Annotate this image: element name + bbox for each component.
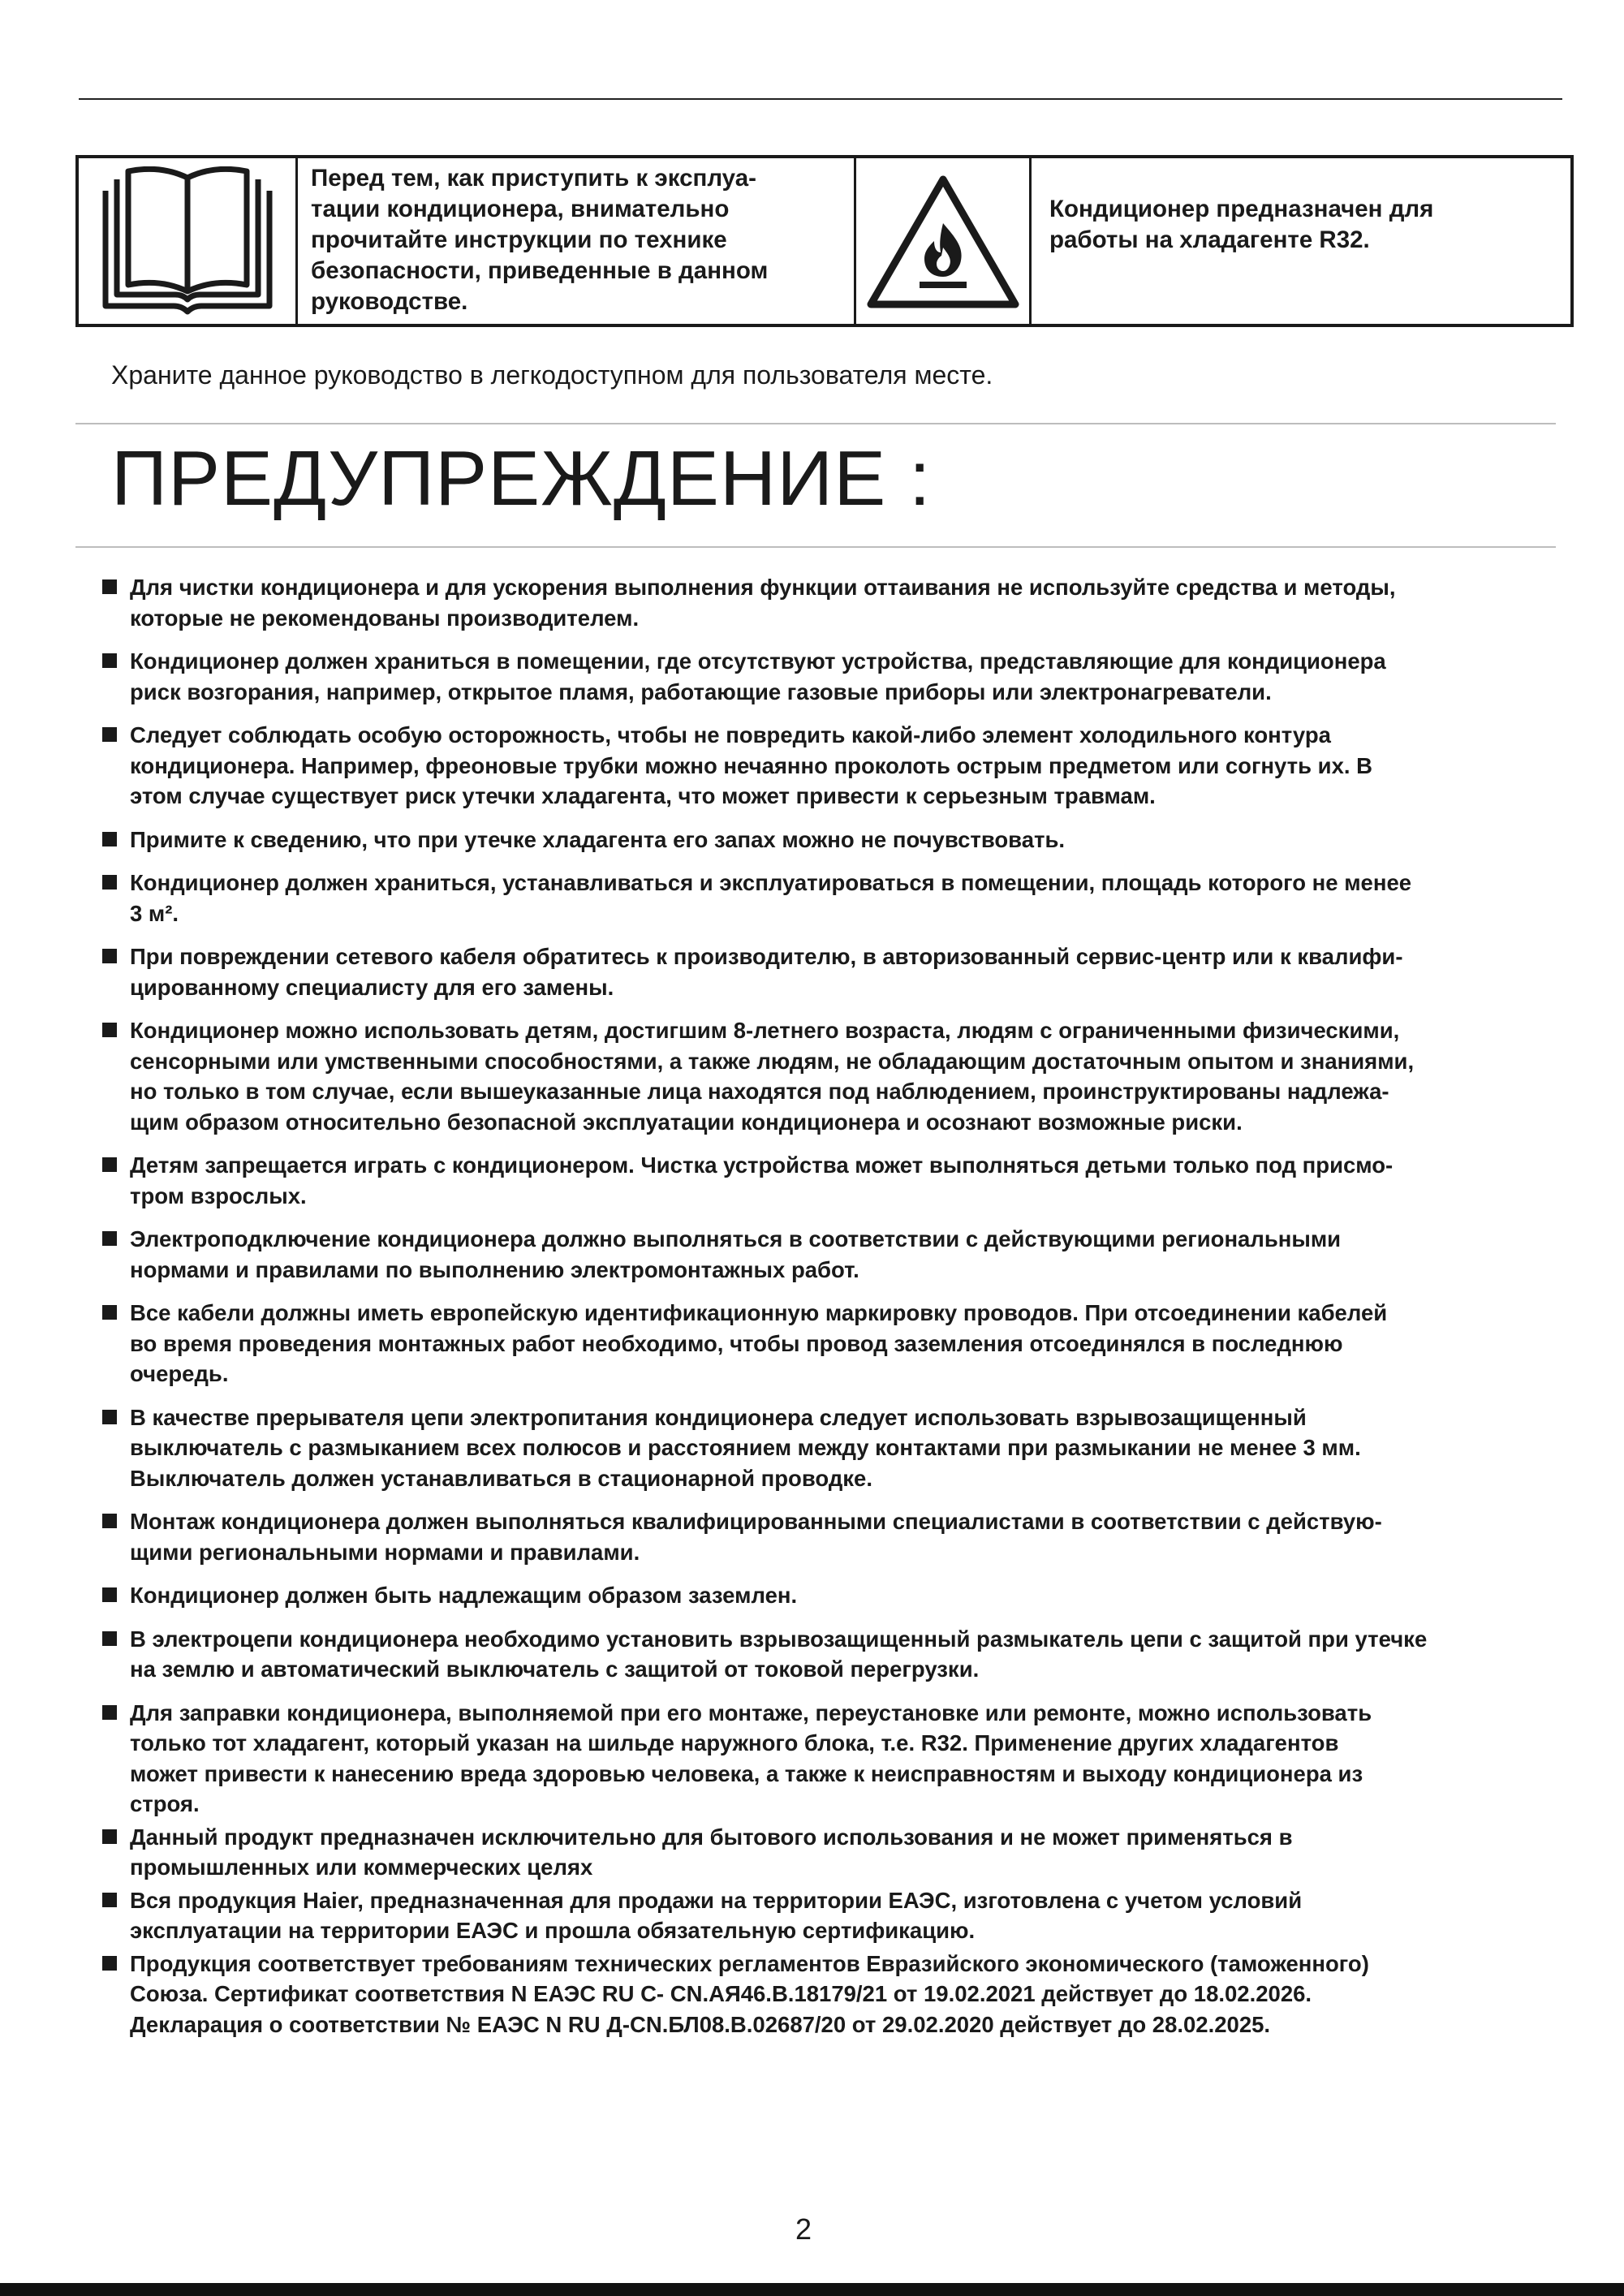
square-bullet-icon (102, 949, 117, 963)
warning-text: Все кабели должны иметь европейскую идентификационную маркировку проводов. При отсоединении кабелей во время проведения монтажных работ необходимо, чтобы провод заземления отсоединялся в последнюю очередь. (130, 1300, 1388, 1386)
warning-item (94, 868, 1584, 928)
warning-text: Следует соблюдать особую осторожность, чтобы не повредить какой-либо элемент холодильного контура кондиционера. Например, фреоновые трубки можно нечаянно проколоть острым предметом или согнуть их. В этом случае существует риск утечки хладагента, что может привести к серьезным травмам. (130, 722, 1373, 808)
warning-item (94, 1822, 1584, 1883)
warning-text: Продукция соответствует требованиям технических регламентов Евразийского экономического (таможенного) Союза. Сертификат соответствия N ЕАЭС RU С- CN.АЯ46.В.18179/21 от 19.02.2021 действует до 18.02.2026. Декларация о соответствии № ЕАЭС N RU Д-CN.БЛ08.В.02687/20 от 29.02.2020 действует до 28.02.2025. (130, 1950, 1369, 2037)
warning-text: Для заправки кондиционера, выполняемой при его монтаже, переустановке или ремонте, можно использовать только тот хладагент, который указан на шильде наружного блока, т.е. R32. Применение других хладагентов может привести к нанесению вреда здоровью человека, а также к неисправностям и выходу кондиционера из строя. (130, 1699, 1372, 1816)
square-bullet-icon (102, 1829, 117, 1844)
page-number: 2 (795, 2212, 812, 2246)
warning-item (94, 825, 1584, 855)
warning-item (94, 1015, 1584, 1137)
book-icon-cell (79, 158, 298, 324)
warning-text: Данный продукт предназначен исключительно для бытового использования и не может применяться в промышленных или коммерческих целях (130, 1824, 1293, 1880)
warning-text: Кондиционер можно использовать детям, достигшим 8-летнего возраста, людям с ограниченными физическими, сенсорными или умственными способностями, а также людям, не обладающим достаточным опытом и знаниями, но только в том случае, если вышеуказанные лица находятся под наблюдением, проинструктированы надлежа- щим образом относительно безопасной эксплуатации кондиционера и осознают возможные риски. (130, 1018, 1415, 1135)
warning-item (94, 941, 1584, 1002)
warning-item (94, 1949, 1584, 2040)
warning-text: Монтаж кондиционера должен выполняться квалифицированными специалистами в соответствии с действую- щими региональными нормами и правилами. (130, 1509, 1382, 1565)
warning-item (94, 1624, 1584, 1685)
warning-text: Вся продукция Haier, предназначенная для продажи на территории ЕАЭС, изготовлена с учетом условий эксплуатации на территории ЕАЭС и прошла обязательную сертификацию. (130, 1887, 1303, 1943)
warning-text: Кондиционер должен быть надлежащим образом заземлен. (130, 1583, 798, 1608)
square-bullet-icon (102, 579, 117, 594)
square-bullet-icon (102, 1893, 117, 1907)
title-divider (75, 546, 1556, 548)
section-divider (75, 423, 1556, 424)
warning-text: Для чистки кондиционера и для ускорения выполнения функции оттаивания не используйте средства и методы, которые не рекомендованы производителем. (130, 575, 1396, 631)
warning-text: При повреждении сетевого кабеля обратитесь к производителю, в авторизованный сервис-центр или к квалифи- цированному специалисту для его замены. (130, 944, 1403, 1000)
square-bullet-icon (102, 1514, 117, 1528)
square-bullet-icon (102, 832, 117, 846)
warning-item (94, 1402, 1584, 1494)
warning-text: Кондиционер должен храниться в помещении, где отсутствуют устройства, представляющие для кондиционера риск возгорания, например, открытое пламя, работающие газовые приборы или электронагреватели. (130, 648, 1386, 704)
warning-text: Кондиционер должен храниться, устанавливаться и эксплуатироваться в помещении, площадь которого не менее 3 м². (130, 870, 1412, 926)
square-bullet-icon (102, 653, 117, 668)
warning-item (94, 1224, 1584, 1285)
warning-item (94, 1698, 1584, 1820)
warning-text: В качестве прерывателя цепи электропитания кондиционера следует использовать взрывозащищенный выключатель с размыканием всех полюсов и расстоянием между контактами при размыкании не менее 3 мм. Выключатель должен устанавливаться в стационарной проводке. (130, 1404, 1361, 1491)
warning-item (94, 1506, 1584, 1567)
warning-item (94, 1150, 1584, 1211)
warning-text: Примите к сведению, что при утечке хладагента его запах можно не почувствовать. (130, 826, 1066, 852)
read-manual-cell (298, 158, 856, 324)
refrigerant-text: Кондиционер предназначен для работы на хладагенте R32. (1049, 196, 1434, 253)
warning-item (94, 720, 1584, 812)
square-bullet-icon (102, 1305, 117, 1320)
square-bullet-icon (102, 1231, 117, 1246)
square-bullet-icon (102, 1956, 117, 1971)
flammable-warning-triangle-icon (866, 173, 1020, 309)
square-bullet-icon (102, 1587, 117, 1602)
warning-item (94, 1885, 1584, 1946)
warning-item (94, 646, 1584, 707)
square-bullet-icon (102, 727, 117, 742)
square-bullet-icon (102, 875, 117, 890)
warning-text: Электроподключение кондиционера должно выполняться в соответствии с действующими региональными нормами и правилами по выполнению электромонтажных работ. (130, 1226, 1342, 1282)
square-bullet-icon (102, 1023, 117, 1037)
square-bullet-icon (102, 1705, 117, 1720)
warning-item (94, 1580, 1584, 1611)
flammable-icon-cell (856, 158, 1032, 324)
warning-text: В электроцепи кондиционера необходимо установить взрывозащищенный размыкатель цепи с защитой при утечке на землю и автоматический выключатель с защитой от токовой перегрузки. (130, 1626, 1428, 1682)
warning-title: ПРЕДУПРЕЖДЕНИЕ : (111, 435, 932, 522)
refrigerant-cell (1032, 158, 1570, 324)
square-bullet-icon (102, 1157, 117, 1172)
warnings-list (94, 572, 1584, 2040)
square-bullet-icon (102, 1410, 117, 1424)
warning-text: Детям запрещается играть с кондиционером. Чистка устройства может выполняться детьми только под присмо- тром взрослых. (130, 1152, 1394, 1208)
top-rule (79, 98, 1562, 100)
keep-manual-note: Храните данное руководство в легкодоступном для пользователя месте. (111, 360, 993, 390)
read-manual-text: Перед тем, как приступить к эксплуа- тации кондиционера, внимательно прочитайте инструкции по технике безопасности, приведенные в данном руководстве. (311, 165, 769, 315)
open-book-icon (94, 166, 281, 316)
warning-item (94, 1298, 1584, 1389)
safety-info-box (75, 155, 1574, 327)
square-bullet-icon (102, 1631, 117, 1646)
warning-item (94, 572, 1584, 633)
bottom-rule (0, 2283, 1624, 2296)
